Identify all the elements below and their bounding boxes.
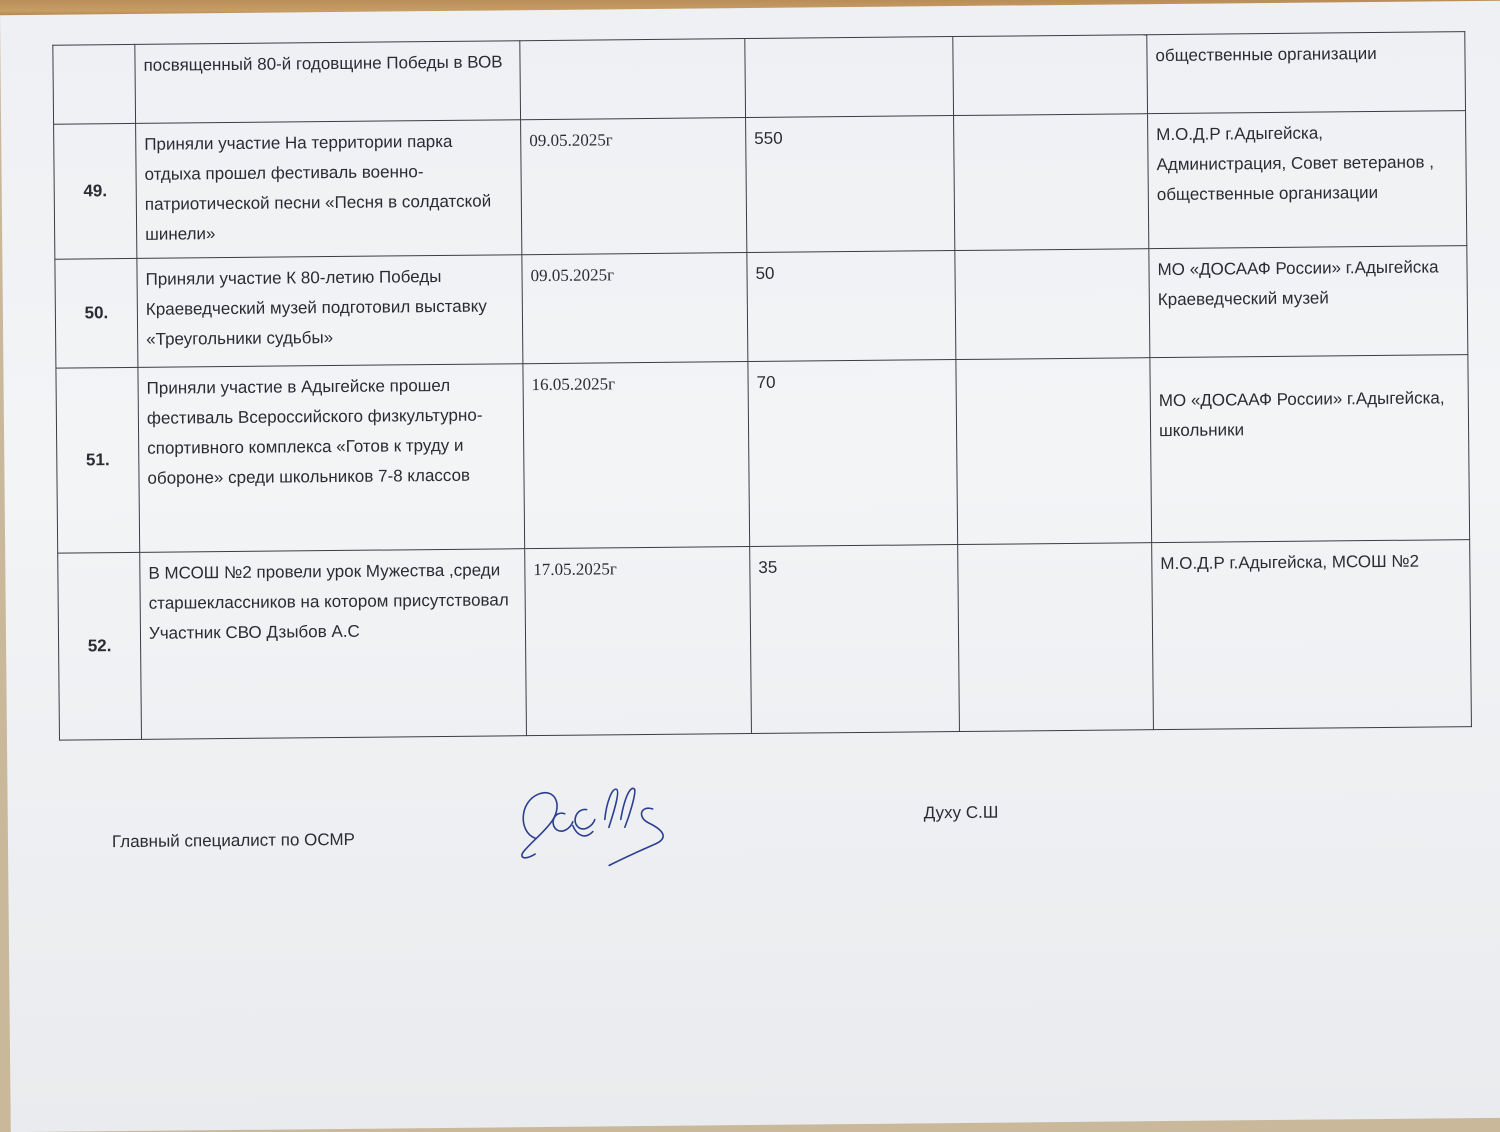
empty-cell xyxy=(956,358,1152,545)
row-number: 49. xyxy=(54,123,137,259)
table-row xyxy=(58,540,1472,741)
document-page xyxy=(0,1,1500,1132)
participant-count: 35 xyxy=(750,545,960,734)
participant-count: 50 xyxy=(747,251,956,362)
table-row xyxy=(54,111,1467,260)
handwritten-signature xyxy=(512,779,678,871)
empty-cell xyxy=(958,543,1154,732)
row-number: 51. xyxy=(56,367,140,553)
event-date: 16.05.2025г xyxy=(523,362,750,549)
row-number xyxy=(53,44,136,124)
organizers: МО «ДОСААФ России» г.Адыгейска Краеведческий музей xyxy=(1149,246,1468,358)
event-date: 09.05.2025г xyxy=(521,118,747,255)
organizers: МО «ДОСААФ России» г.Адыгейска, школьники xyxy=(1150,355,1470,543)
event-description: В МСОШ №2 провели урок Мужества ,среди старшеклассников на котором присутствовал Участник СВО Дзыбов А.С xyxy=(140,549,527,740)
event-date xyxy=(520,39,746,120)
table-row xyxy=(56,355,1470,554)
organizers: М.О.Д.Р г.Адыгейска, МСОШ №2 xyxy=(1152,540,1472,730)
empty-cell xyxy=(953,35,1148,116)
events-table xyxy=(52,31,1472,741)
event-description: Приняли участие К 80-летию Победы Краеведческий музей подготовил выставку «Треугольники судьбы» xyxy=(137,255,523,368)
empty-cell xyxy=(955,249,1150,360)
participant-count: 550 xyxy=(746,116,955,253)
event-date: 17.05.2025г xyxy=(525,547,752,736)
table-row xyxy=(55,246,1468,369)
organizers: М.О.Д.Р г.Адыгейска, Администрация, Совет ветеранов , общественные организации xyxy=(1148,111,1467,249)
participant-count: 70 xyxy=(748,360,958,547)
row-number: 52. xyxy=(58,552,142,740)
participant-count xyxy=(745,37,954,118)
event-description: Приняли участие в Адыгейске прошел фестиваль Всероссийского физкультурно-спортивного комплекса «Готов к труду и обороне» среди школьников 7-8 классов xyxy=(138,364,525,553)
event-description: Приняли участие На территории парка отдыха прошел фестиваль военно-патриотической песни «Песня в солдатской шинели» xyxy=(136,120,522,259)
position-title: Главный специалист по ОСМР xyxy=(111,829,356,852)
table-row xyxy=(53,32,1466,125)
event-date: 09.05.2025г xyxy=(522,253,748,364)
empty-cell xyxy=(954,114,1149,251)
signatory-name: Духу С.Ш xyxy=(923,802,999,823)
event-description: посвященный 80-й годовщине Победы в ВОВ xyxy=(135,41,521,124)
organizers: общественные организации xyxy=(1147,32,1466,114)
row-number: 50. xyxy=(55,258,138,368)
